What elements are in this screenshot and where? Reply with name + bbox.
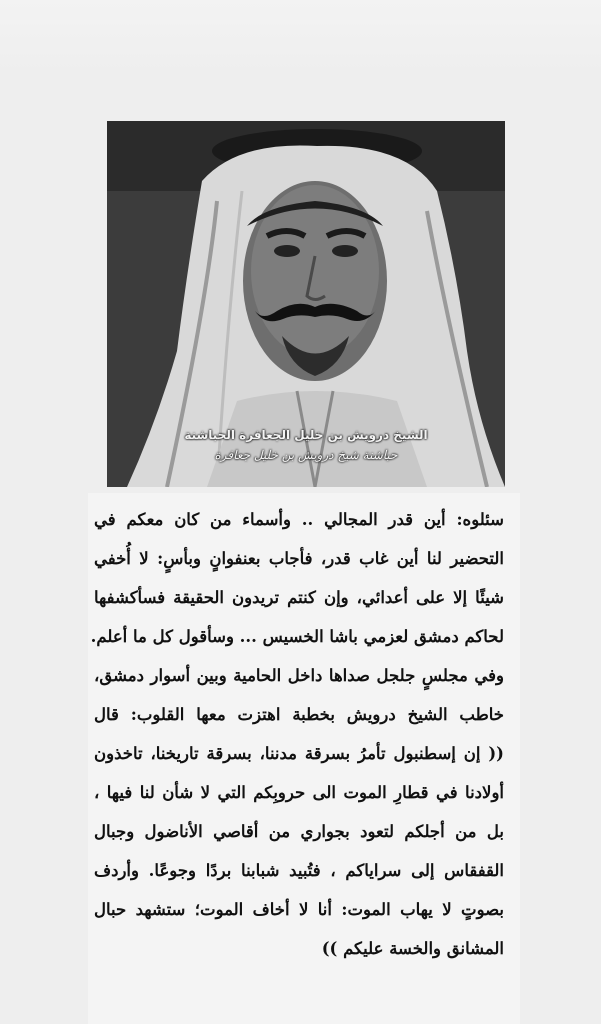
text-line: التحضير لنا أين غاب قدر، فأجاب بعنفوانٍ وبأسٍ: لا أُخفي xyxy=(94,549,504,568)
text-line: (( إن إسطنبول تأمرُ بسرقة مدننا، بسرقة تاريخنا، تاخذون xyxy=(94,744,504,763)
text-line: بصوتٍ لا يهاب الموت: أنا لا أخاف الموت؛ ستشهد حبال xyxy=(94,900,504,919)
portrait-photo xyxy=(107,121,505,487)
text-line: سئلوه: أين قدر المجالي .. وأسماء من كان معكم في xyxy=(94,510,504,529)
text-line: أولادنا في قطارِ الموت الى حروبِكم التي لا شأن لنا فيها ، xyxy=(94,783,504,802)
photo-caption: الشيخ درويش بن خليل الجعافرة الحباشنة xyxy=(184,428,428,442)
photo-signature: حباشنة شيخ درويش بن خليل جعافرة xyxy=(214,448,398,462)
text-line: المشانق والخسة عليكم )) xyxy=(321,939,504,958)
text-line: القفقاس إلى سراياكم ، فتُبيد شبابنا بردًا وجوعًا. وأردف xyxy=(94,861,504,880)
top-margin xyxy=(0,0,601,76)
text-line: وفي مجلسٍ جلجل صداها داخل الحامية وبين أسوار دمشق، xyxy=(94,666,504,685)
text-line: بل من أجلكم لتعود بجواري من أقاصي الأناضول وجبال xyxy=(94,822,504,841)
text-line: شيئًا إلا على أعدائي، وإن كنتم تريدون الحقيقة فسأكشفها xyxy=(94,588,504,607)
text-line: خاطب الشيخ درويش بخطبة اهتزت معها القلوب: قال xyxy=(94,705,504,724)
text-line: لحاكم دمشق لعزمي باشا الخسيس ... وسأقول كل ما أعلم. xyxy=(90,627,504,646)
article-text xyxy=(90,500,504,968)
